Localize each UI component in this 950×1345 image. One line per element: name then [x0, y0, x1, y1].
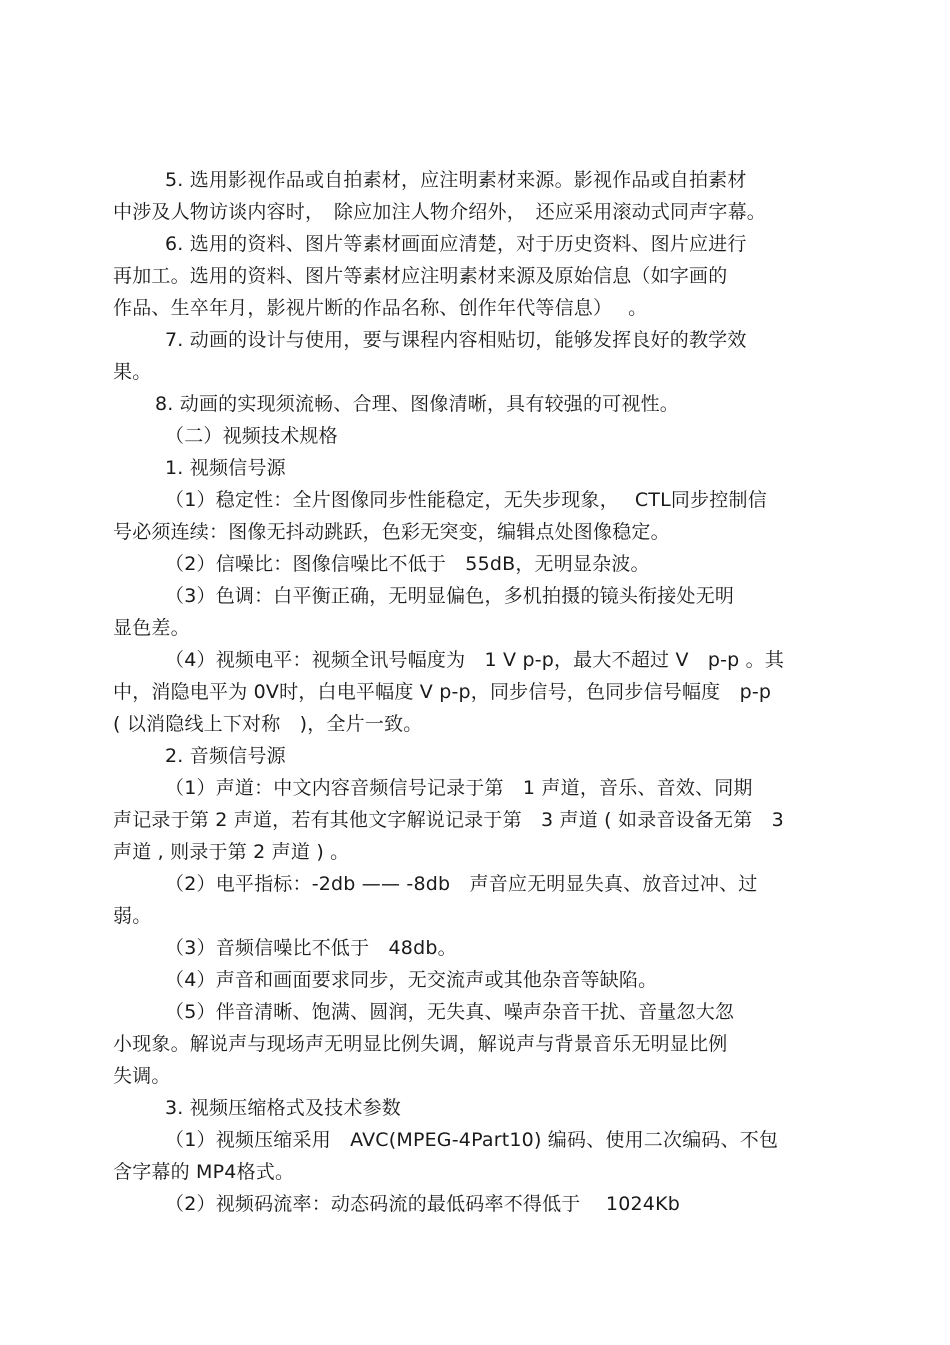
text-line: 小现象。解说声与现场声无明显比例失调，解说声与背景音乐无明显比例 — [113, 1033, 728, 1055]
text-line: 8. 动画的实现须流畅、合理、图像清晰，具有较强的可视性。 — [155, 393, 679, 415]
text-line: 声记录于第 2 声道，若有其他文字解说记录于第 3 声道 ( 如录音设备无第 3 — [113, 809, 784, 831]
text-line: （4）视频电平：视频全讯号幅度为 1 V p-p，最大不超过 V p-p 。其 — [165, 649, 785, 671]
subsection-heading: 3. 视频压缩格式及技术参数 — [165, 1097, 401, 1119]
subsection-heading: 1. 视频信号源 — [165, 457, 286, 479]
text-line: ( 以消隐线上下对称 )，全片一致。 — [113, 713, 423, 735]
text-line: （1）稳定性：全片图像同步性能稳定，无失步现象， CTL同步控制信 — [165, 489, 767, 511]
text-line: 6. 选用的资料、图片等素材画面应清楚，对于历史资料、图片应进行 — [165, 233, 747, 255]
text-line: 中涉及人物访谈内容时， 除应加注人物介绍外， 还应采用滚动式同声字幕。 — [113, 201, 767, 223]
text-line: 果。 — [113, 361, 152, 383]
section-heading: （二）视频技术规格 — [165, 425, 338, 447]
text-line: （1）声道：中文内容音频信号记录于第 1 声道，音乐、音效、同期 — [165, 777, 753, 799]
text-line: （5）伴音清晰、饱满、圆润，无失真、噪声杂音干扰、音量忽大忽 — [165, 1001, 735, 1023]
document-body — [0, 164, 950, 1220]
text-line: 再加工。选用的资料、图片等素材应注明素材来源及原始信息（如字画的 — [113, 265, 728, 287]
text-line: 含字幕的 MP4格式。 — [113, 1161, 295, 1183]
text-line: 号必须连续：图像无抖动跳跃，色彩无突变，编辑点处图像稳定。 — [113, 521, 670, 543]
text-line: （2）视频码流率：动态码流的最低码率不得低于 1024Kb — [165, 1193, 681, 1215]
subsection-heading: 2. 音频信号源 — [165, 745, 286, 767]
text-line: （4）声音和画面要求同步，无交流声或其他杂音等缺陷。 — [165, 969, 658, 991]
text-line: 中，消隐电平为 0V时，白电平幅度 V p-p，同步信号，色同步信号幅度 p-p — [113, 681, 772, 703]
text-line: 显色差。 — [113, 617, 190, 639]
text-line: 弱。 — [113, 905, 152, 927]
text-line: 声道 , 则录于第 2 声道 ) 。 — [113, 841, 350, 863]
text-line: （2）信噪比：图像信噪比不低于 55dB，无明显杂波。 — [165, 553, 650, 575]
text-line: （2）电平指标：-2db —— -8db 声音应无明显失真、放音过冲、过 — [165, 873, 758, 895]
text-line: 作品、生卒年月，影视片断的作品名称、创作年代等信息） 。 — [113, 297, 648, 319]
text-line: 失调。 — [113, 1065, 171, 1087]
text-line: （3）音频信噪比不低于 48db。 — [165, 937, 457, 959]
text-line: 5. 选用影视作品或自拍素材，应注明素材来源。影视作品或自拍素材 — [165, 169, 747, 191]
text-line: （3）色调：白平衡正确，无明显偏色，多机拍摄的镜头衔接处无明 — [165, 585, 735, 607]
text-line: （1）视频压缩采用 AVC(MPEG-4Part10) 编码、使用二次编码、不包 — [165, 1129, 779, 1151]
text-line: 7. 动画的设计与使用，要与课程内容相贴切，能够发挥良好的教学效 — [165, 329, 747, 351]
